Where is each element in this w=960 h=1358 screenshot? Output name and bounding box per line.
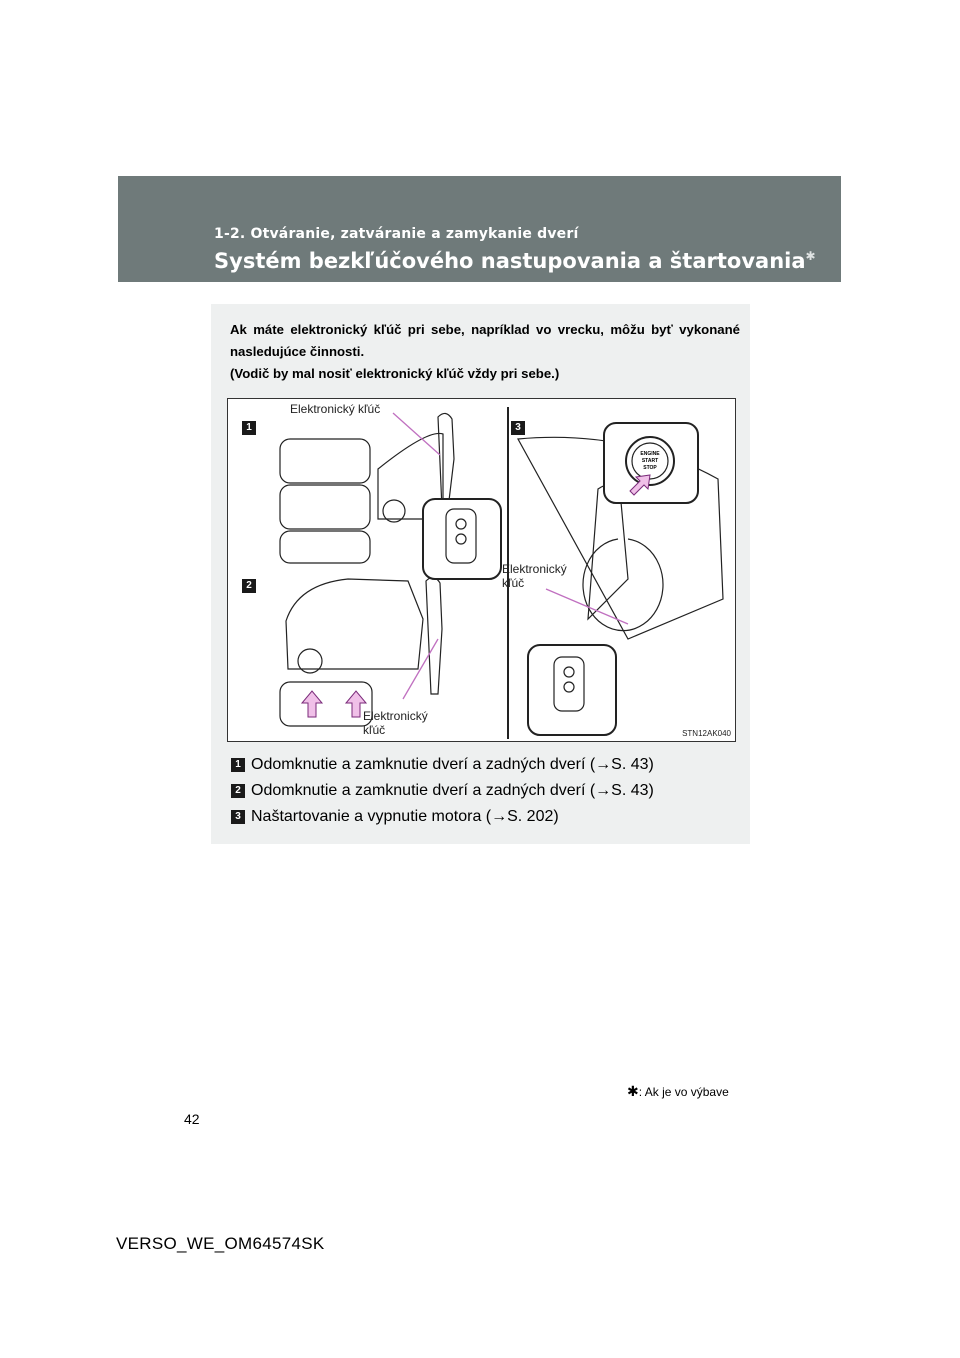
page-number: 42 <box>184 1111 200 1127</box>
list-item <box>231 780 654 804</box>
label-key-bottom-2: kľúč <box>363 723 386 737</box>
item-badge: 3 <box>231 810 245 824</box>
person-rear <box>426 577 442 694</box>
arrow-icon <box>302 691 322 717</box>
footnote-text: : Ak je vo výbave <box>638 1085 729 1099</box>
button-text-2: START <box>641 458 659 464</box>
subsection-title: 1-2. Otváranie, zatváranie a zamykanie dverí <box>214 226 579 242</box>
illustration <box>227 398 736 742</box>
list-item <box>231 754 654 778</box>
item-text: Naštartovanie a vypnutie motora (→S. 202) <box>251 808 559 825</box>
key-fob-inset-1 <box>423 499 501 579</box>
content-box <box>211 304 750 844</box>
label-key-right-2: kľúč <box>502 576 525 590</box>
button-text-1: ENGINE <box>640 451 660 457</box>
title-text: Systém bezkľúčového nastupovania a štartovania <box>214 249 806 273</box>
illustration-drawing <box>228 399 735 741</box>
item-text: Odomknutie a zamknutie dverí a zadných dverí (→S. 43) <box>251 756 654 773</box>
key-fob-inset-2 <box>528 645 616 735</box>
footnote-mark: ✱ <box>627 1083 639 1099</box>
driver-seated <box>588 484 628 619</box>
label-key-bottom-1: Elektronický <box>363 709 428 723</box>
list-item <box>231 806 654 830</box>
section-header <box>118 176 841 282</box>
badge-3: 3 <box>511 421 525 435</box>
button-text-3: STOP <box>643 465 657 471</box>
door-handle-inset-2 <box>280 485 370 529</box>
intro-line-2: (Vodič by mal nosiť elektronický kľúč vždy pri sebe.) <box>230 366 560 381</box>
item-badge: 1 <box>231 758 245 772</box>
optional-mark: ✱ <box>805 249 816 263</box>
item-badge: 2 <box>231 784 245 798</box>
label-key-top: Elektronický kľúč <box>290 402 381 416</box>
door-handle-inset-1 <box>280 439 370 483</box>
footnote <box>627 1083 729 1100</box>
badge-2: 2 <box>242 579 256 593</box>
document-id: VERSO_WE_OM64574SK <box>116 1234 325 1253</box>
item-text: Odomknutie a zamknutie dverí a zadných dverí (→S. 43) <box>251 782 654 799</box>
item-list <box>231 754 654 832</box>
badge-1: 1 <box>242 421 256 435</box>
page-title <box>214 249 816 273</box>
car-rear <box>286 579 423 669</box>
label-key-right-1: Elektronický <box>502 562 567 576</box>
figure-code: STN12AK040 <box>682 729 731 738</box>
door-handle-inset-3 <box>280 531 370 563</box>
intro-text <box>230 319 740 385</box>
intro-line-1: Ak máte elektronický kľúč pri sebe, napríklad vo vrecku, môžu byť vykonané nasledujúce činnosti. <box>230 322 740 359</box>
driver-silhouette <box>438 413 454 509</box>
